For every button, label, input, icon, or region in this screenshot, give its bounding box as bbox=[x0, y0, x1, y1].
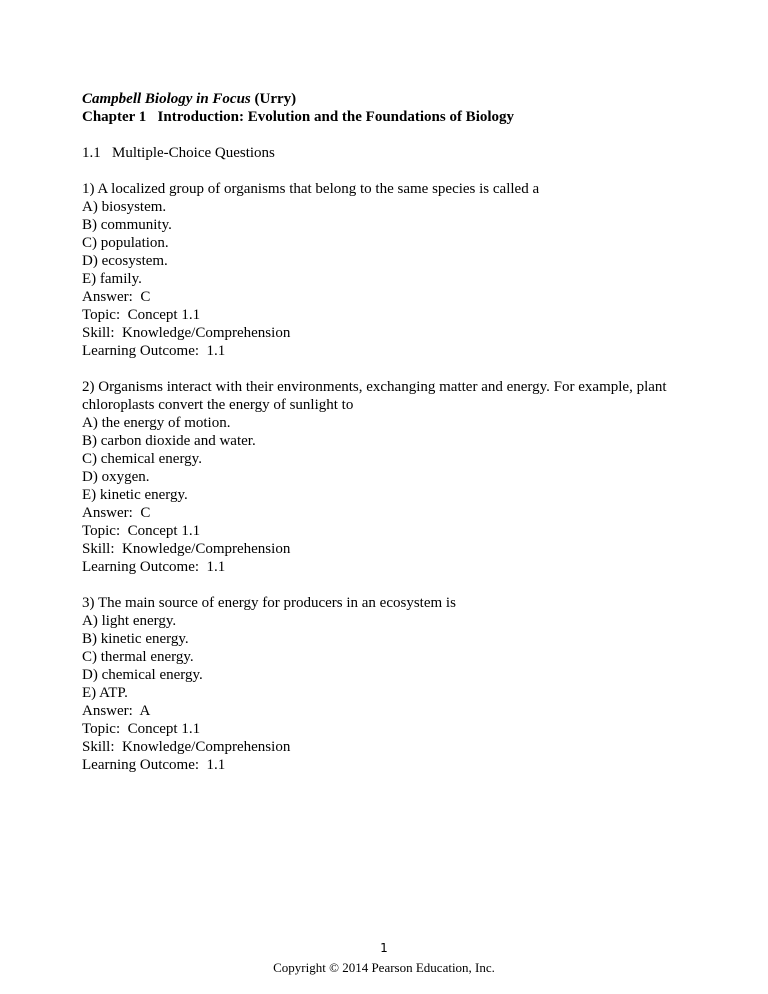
answer-option: A) the energy of motion. bbox=[82, 415, 231, 431]
answer-option: A) biosystem. bbox=[82, 199, 167, 215]
question-stem: 2) Organisms interact with their environments, exchanging matter and energy. For example, plant chloroplasts convert the energy of sunlight to bbox=[82, 379, 667, 413]
question-2 bbox=[82, 378, 702, 576]
book-author: (Urry) bbox=[250, 91, 297, 107]
question-1 bbox=[82, 180, 702, 360]
answer-key: Answer: A bbox=[82, 703, 151, 719]
page-number: 1 bbox=[380, 941, 388, 955]
skill-line: Skill: Knowledge/Comprehension bbox=[82, 541, 291, 557]
skill-line: Skill: Knowledge/Comprehension bbox=[82, 325, 291, 341]
question-stem: 1) A localized group of organisms that belong to the same species is called a bbox=[82, 181, 540, 197]
learning-outcome-line: Learning Outcome: 1.1 bbox=[82, 757, 226, 773]
answer-key: Answer: C bbox=[82, 289, 151, 305]
topic-line: Topic: Concept 1.1 bbox=[82, 523, 201, 539]
question-stem: 3) The main source of energy for producers in an ecosystem is bbox=[82, 595, 456, 611]
answer-option: C) chemical energy. bbox=[82, 451, 202, 467]
chapter-title: Chapter 1 Introduction: Evolution and the Foundations of Biology bbox=[82, 109, 515, 125]
learning-outcome-line: Learning Outcome: 1.1 bbox=[82, 343, 226, 359]
answer-option: D) oxygen. bbox=[82, 469, 150, 485]
answer-option: B) community. bbox=[82, 217, 172, 233]
answer-option: E) kinetic energy. bbox=[82, 487, 188, 503]
answer-option: A) light energy. bbox=[82, 613, 177, 629]
answer-option: B) carbon dioxide and water. bbox=[82, 433, 256, 449]
answer-option: E) family. bbox=[82, 271, 142, 287]
answer-option: D) ecosystem. bbox=[82, 253, 168, 269]
answer-option: B) kinetic energy. bbox=[82, 631, 189, 647]
question-3 bbox=[82, 594, 702, 774]
answer-option: C) thermal energy. bbox=[82, 649, 194, 665]
answer-option: C) population. bbox=[82, 235, 169, 251]
document-page bbox=[82, 90, 702, 774]
copyright-notice: Copyright © 2014 Pearson Education, Inc. bbox=[273, 960, 495, 975]
answer-option: D) chemical energy. bbox=[82, 667, 203, 683]
answer-key: Answer: C bbox=[82, 505, 151, 521]
skill-line: Skill: Knowledge/Comprehension bbox=[82, 739, 291, 755]
topic-line: Topic: Concept 1.1 bbox=[82, 721, 201, 737]
answer-option: E) ATP. bbox=[82, 685, 128, 701]
learning-outcome-line: Learning Outcome: 1.1 bbox=[82, 559, 226, 575]
topic-line: Topic: Concept 1.1 bbox=[82, 307, 201, 323]
book-title: Campbell Biology in Focus bbox=[82, 91, 251, 107]
book-header bbox=[82, 90, 702, 108]
section-heading: 1.1 Multiple-Choice Questions bbox=[82, 145, 275, 161]
